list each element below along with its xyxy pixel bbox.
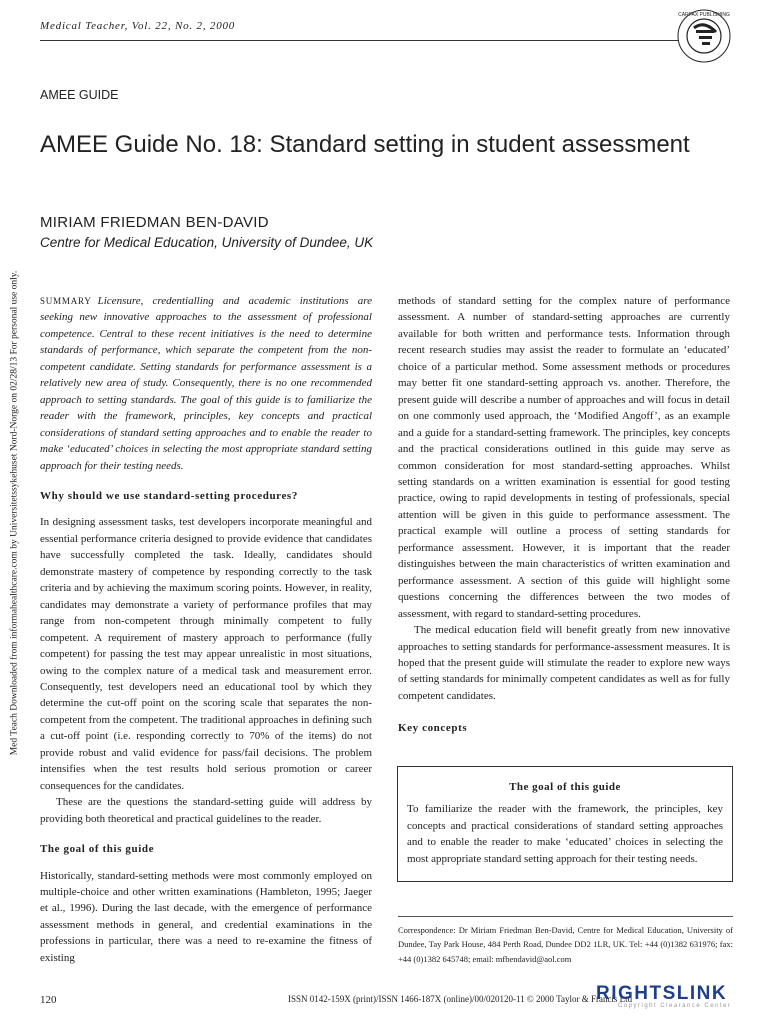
goal-box-title: The goal of this guide [509,781,621,793]
correspondence-note: Correspondence: Dr Miriam Friedman Ben-David, Centre for Medical Education, University of Dundee, Tay Park House, 484 Perth Road, Dundee DD2 1LR, UK. Tel: +44 (0)1382 631976; fax: +44 (0)1382 645748; email: mfbendavid@aol.com [398,925,733,964]
author-affiliation: Centre for Medical Education, University of Dundee, UK [40,235,374,250]
header-rule [40,40,678,41]
body-paragraph: In designing assessment tasks, test developers incorporate meaningful and essential performance criteria designed to provide evidence that candidates have successfully completed the task. Ideally, candidates should demonstrate mastery of competence by responding correctly to the task criteria and by achieving the maximum scoring points. However, in reality, candidates may demonstrate a variety of performance profiles that may range from non-competent through minimally competent to fully competent. A requirement of mastery approach to performance (fully competent) for passing the test may appear unrealistic in most situations, owing to the complex nature of a medical task and measurement error. Consequently, test developers need an educational tool by which they determine the cut-off point on the scoring scale that separates the non-competent from the competent. The traditional approaches in defining such a cut-off point (i.e. responding correctly to 70% of the items) do not provide robust and valid evidence for pass/fail decisions. The problem intensifies when the test results hold serious promotion or career consequences for the candidates. [40,516,372,792]
body-paragraph: Historically, standard-setting methods were most commonly employed on multiple-choice and other written examinations (Hambleton, 1995; Jaeger et al., 1996). During the last decade, with the emergence of performance assessment methods in general, and credential examinations in the professions in particular, there was a need to re-examine the fitness of existing [40,869,372,964]
summary-text: Licensure, credentialling and academic institutions are seeking new innovative approaches to the assessment of professional competence. Central to these recent initiatives is the need to determine standards of performance, which separate the competent from the non-competent candidate. Setting standards for performance assessment is a relatively new area of study. Consequently, there is no one recommended approach to setting standards. The goal of this guide is to familiarize the reader with the framework, principles, key concepts and practical considerations of standard setting approaches and to enable the reader to make ‘educated’ choices in selecting the most appropriate standard setting approach for their testing needs. [40,295,372,472]
download-side-note [0,270,30,756]
article-title: AMEE Guide No. 18: Standard setting in student assessment [40,131,690,158]
section-heading-goal: The goal of this guide [40,843,155,856]
section-heading-why: Why should we use standard-setting procedures? [40,489,298,502]
body-paragraph: These are the questions the standard-setting guide will address by providing both theoretical and practical guidelines to the reader. [40,796,372,825]
left-column [40,293,372,966]
author-name: MIRIAM FRIEDMAN BEN-DAVID [40,214,269,231]
page-number: 120 [40,994,57,1006]
goal-box-text: To familiarize the reader with the framework, the principles, key concepts and practical considerations of standard setting approaches and to enable the reader to make ‘educated’ choices in selecting the most appropriate standard setting approach for their testing needs. [407,803,723,865]
issn-line: ISSN 0142-159X (print)/ISSN 1466-187X (online)/00/020120-11 © 2000 Taylor & Francis Ltd [288,994,633,1004]
rightslink-subtitle: Copyright Clearance Center [618,1003,732,1009]
body-paragraph: methods of standard setting for the complex nature of performance assessment. A number of standard-setting approaches are currently available for both written and performance tests. Information through recent research studies may assist the reader to formulate an ‘educated’ choice of a particular method. Some assessment methods or procedures may better fit one standard-setting approach vs. another. Therefore, the present guide will describe a number of approaches and will focus in detail on one commonly used approach, the ‘Modified Angoff’, as an example and a guide for a standard-setting framework. The principles, key concepts and the practical considerations outlined in this guide may serve as common consideration for most standard-setting approaches. Whilst setting standards on a written examination is essential for good testing practice, owing to rapid developments in testing of professionals, special attention will be given in this guide to performance assessment. The practical example will outline a process of setting standards for performance assessment. However, it is important that the reader distinguishes between the main characteristics of written examination and performance assessment. A section of this guide will highlight some questions concerning the differences between the two modes of assessment, with regard to standard-setting procedures. [398,295,730,620]
carfax-logo [676,8,732,64]
summary-label: SUMMARY [40,296,92,306]
right-column [398,293,730,747]
guide-label: AMEE GUIDE [40,88,119,102]
rightslink-logo: RIGHTSLINK [596,983,728,1004]
correspondence-rule [398,916,733,917]
goal-box [397,766,733,882]
summary-paragraph [40,293,372,474]
journal-citation: Medical Teacher, Vol. 22, No. 2, 2000 [40,20,236,32]
body-paragraph: The medical education field will benefit greatly from new innovative approaches to setting standards for performance-assessment measures. It is hoped that the present guide will stimulate the reader to explore new ways of setting standards for minimally competent candidates as well as for fully competent candidates. [398,624,730,702]
section-heading-key-concepts: Key concepts [398,722,468,735]
rightslink-badge[interactable] [596,983,760,1015]
side-note-text: Med Teach Downloaded from informahealthcare.com by Universitetssykehuset Nord-Norge on 02/28/13 For personal use only. [9,270,20,756]
logo-text: CARFAX PUBLISHING [678,12,730,18]
